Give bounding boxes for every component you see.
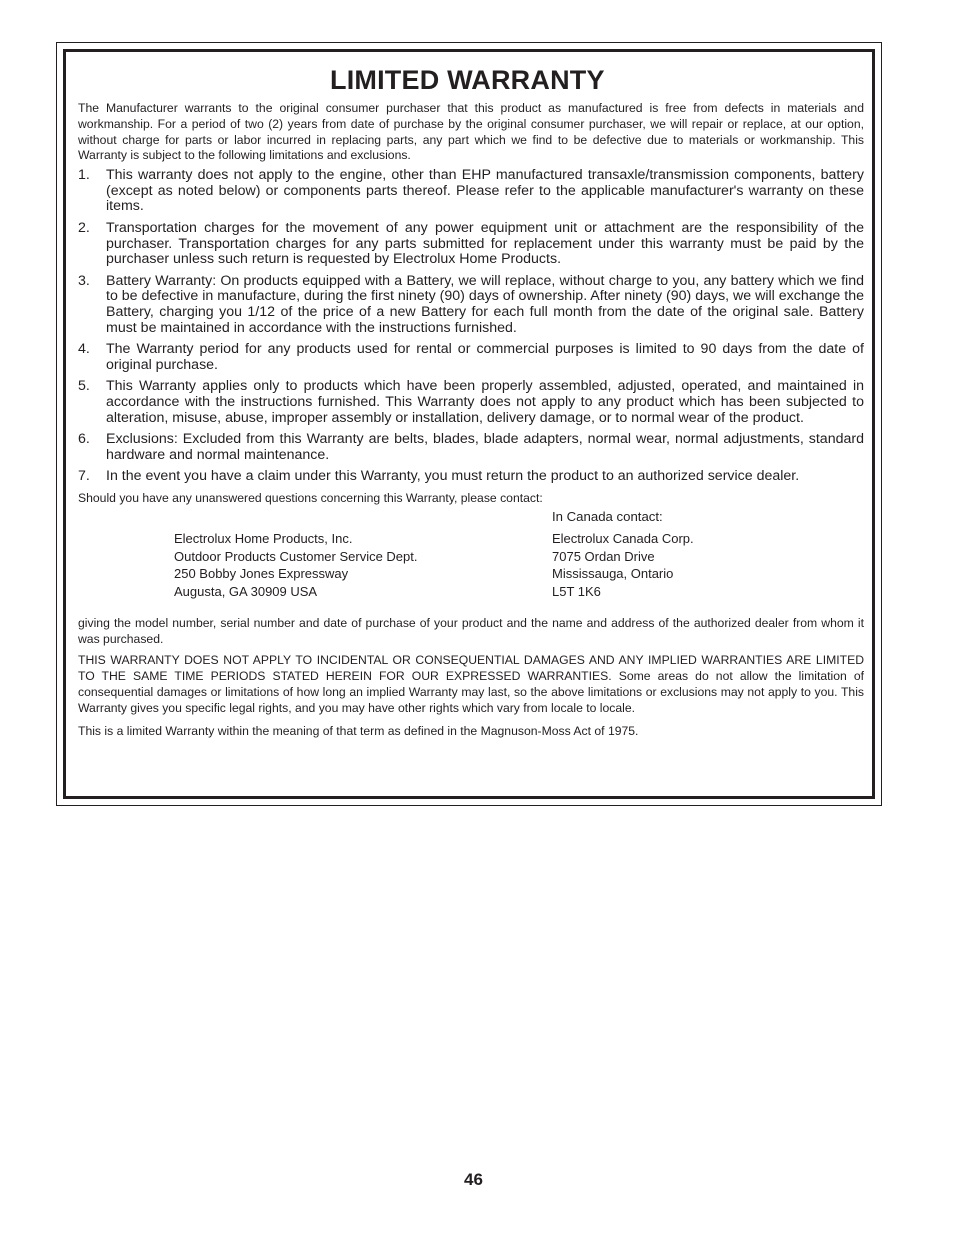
giving-paragraph: giving the model number, serial number and date of purchase of your product and the name and address of the authorized dealer from whom it was purchased.: [78, 615, 864, 646]
address-line: Mississauga, Ontario: [552, 566, 674, 582]
list-item-text: This warranty does not apply to the engine, other than EHP manufactured transaxle/transmission components, battery (except as noted below) or components parts thereof. Please refer to the applicable manufacturer's warranty on these items.: [106, 167, 864, 215]
address-line: Augusta, GA 30909 USA: [174, 583, 318, 599]
list-item-number: 2.: [78, 219, 90, 236]
address-line: L5T 1K6: [552, 583, 601, 599]
page-title: LIMITED WARRANTY: [330, 65, 605, 95]
list-item: [78, 432, 864, 463]
list-item-number: 3.: [78, 272, 90, 289]
magnuson-moss-paragraph: This is a limited Warranty within the meaning of that term as defined in the Magnuson-Moss Act of 1975.: [78, 723, 639, 738]
warranty-content: [78, 62, 864, 739]
list-item-text: Battery Warranty: On products equipped with a Battery, we will replace, without charge to you, any battery which we find to be defective in manufacture, during the first ninety (90) days of ownership. After ninety (90) days, we will exchange the Battery, charging you 1/12 of the price of a new Battery for each full month from the date of the original sale. Battery must be maintained in accordance with the instructions furnished.: [106, 272, 864, 336]
address-line: Outdoor Products Customer Service Dept.: [174, 548, 418, 564]
list-item: [78, 469, 864, 485]
list-item: [78, 274, 864, 336]
intro-paragraph: The Manufacturer warrants to the original consumer purchaser that this product as manufactured is free from defects in materials and workmanship. For a period of two (2) years from date of purchase by the original consumer purchaser, we will repair or replace, at our option, without charge for parts or labor incurred in replacing parts, any part which we find to be defective due to materials or workmanship. This Warranty is subject to the following limitations and exclusions.: [78, 101, 864, 163]
canada-contact-label: In Canada contact:: [552, 508, 663, 524]
list-item: [78, 168, 864, 215]
address-line: Electrolux Home Products, Inc.: [174, 530, 353, 546]
list-item-text: Exclusions: Excluded from this Warranty are belts, blades, blade adapters, normal wear, normal adjustments, standard hardware and normal maintenance.: [106, 431, 864, 463]
list-item-text: This Warranty applies only to products which have been properly assembled, adjusted, operated, and maintained in accordance with the instructions furnished. This Warranty does not apply to any product which has been subjected to alteration, misuse, abuse, improper assembly or installation, delivery damage, or to normal wear of the product.: [106, 378, 864, 426]
list-item-text: Transportation charges for the movement of any power equipment unit or attachment are the responsibility of the purchaser. Transportation charges for any parts submitted for replacement under this warranty must be paid by the purchaser unless such return is requested by Electrolux Home Products.: [106, 219, 864, 268]
list-item-text: The Warranty period for any products used for rental or commercial purposes is limited to 90 days from the date of original purchase.: [106, 341, 864, 373]
list-item-number: 1.: [78, 167, 90, 184]
list-item-number: 6.: [78, 431, 90, 448]
canada-address: [552, 530, 694, 601]
address-line: 7075 Ordan Drive: [552, 548, 655, 564]
terms-list: [78, 168, 864, 485]
list-item-text: In the event you have a claim under this Warranty, you must return the product to an authorized service dealer.: [106, 468, 800, 485]
list-item-number: 4.: [78, 341, 90, 358]
list-item: [78, 342, 864, 373]
list-item: [78, 221, 864, 268]
list-item-number: 7.: [78, 468, 90, 485]
damages-paragraph: THIS WARRANTY DOES NOT APPLY TO INCIDENTAL OR CONSEQUENTIAL DAMAGES AND ANY IMPLIED WARRANTIES ARE LIMITED TO THE SAME TIME PERIODS STATED HEREIN FOR OUR EXPRESSED WARRANTIES. Some areas do not allow the limitation of consequential damages or limitations of how long an implied Warranty may last, so the above limitations or exclusions may not apply to you. This Warranty gives you specific legal rights, and you may have other rights which vary from locale to locale.: [78, 653, 864, 715]
contact-intro: Should you have any unanswered questions concerning this Warranty, please contact:: [78, 490, 543, 505]
address-block: [78, 508, 864, 606]
address-line: Electrolux Canada Corp.: [552, 530, 694, 546]
us-address: [174, 530, 418, 601]
address-line: 250 Bobby Jones Expressway: [174, 566, 349, 582]
list-item: [78, 379, 864, 426]
page-number: 46: [464, 1170, 483, 1189]
list-item-number: 5.: [78, 378, 90, 395]
